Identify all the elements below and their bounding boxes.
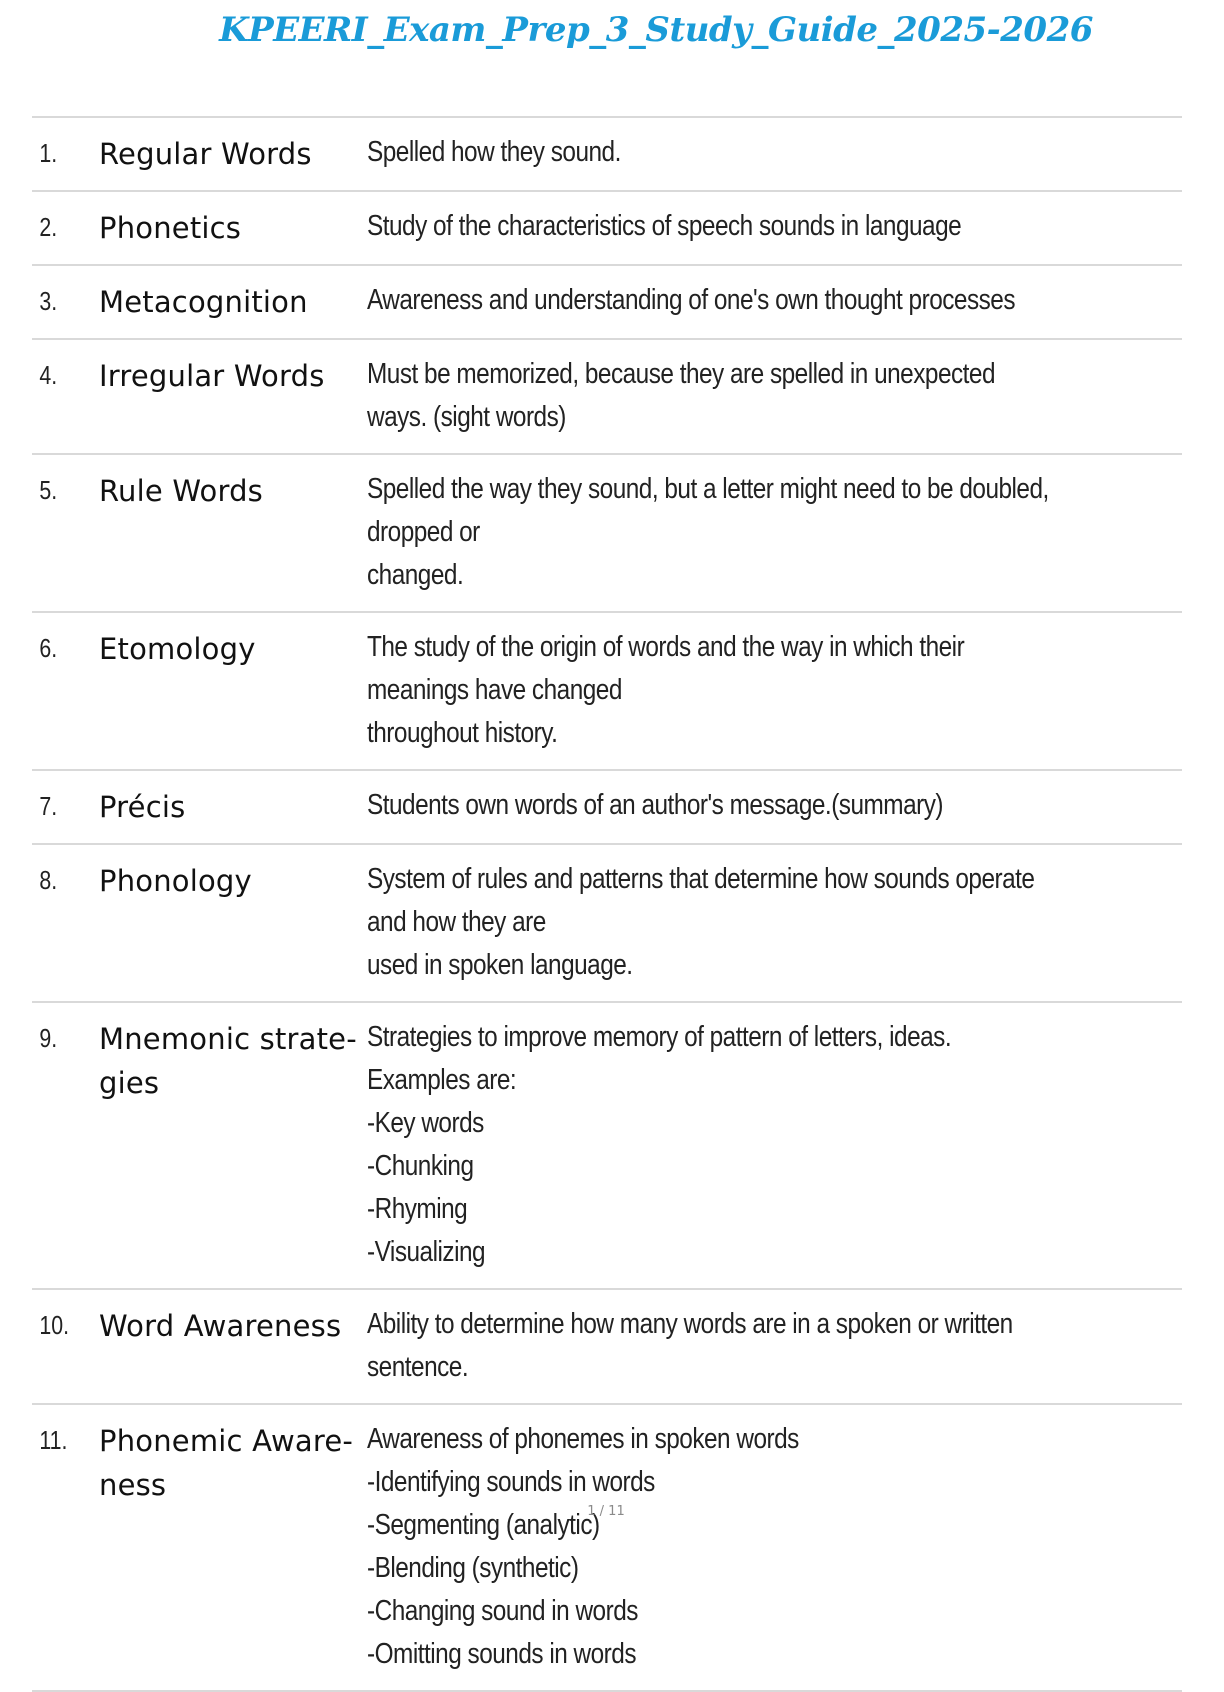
term-row (32, 1290, 1182, 1405)
term-row (32, 845, 1182, 1003)
definition-line: -Rhyming (367, 1193, 468, 1225)
term-name: Etomology (99, 632, 256, 666)
term-number: 9. (39, 1023, 58, 1053)
term-row (32, 266, 1182, 340)
term-number: 7. (39, 791, 58, 821)
term-definition (367, 353, 1052, 439)
term-name: Mnemonic strate- gies (99, 1022, 357, 1100)
definition-line: Spelled the way they sound, but a letter might need to be doubled, dropped or (367, 473, 1049, 548)
term-name: Irregular Words (99, 359, 325, 393)
definition-line: -Key words (367, 1107, 484, 1139)
definition-line: changed. (367, 559, 464, 591)
term-name: Rule Words (99, 474, 263, 508)
term-number: 4. (39, 360, 58, 390)
document-title: KPEERI_Exam_Prep_3_Study_Guide_2025-2026 (219, 10, 1093, 50)
term-number: 11. (39, 1425, 68, 1455)
term-row (32, 192, 1182, 266)
term-row (32, 771, 1182, 845)
term-definition (367, 784, 1052, 827)
term-definition (367, 468, 1052, 597)
term-row (32, 118, 1182, 192)
term-name: Précis (99, 790, 186, 824)
terms-list (32, 116, 1182, 1692)
definition-line: Awareness of phonemes in spoken words (367, 1423, 799, 1455)
definition-line: used in spoken language. (367, 949, 633, 981)
definition-line: System of rules and patterns that determine how sounds operate and how they are (367, 863, 1035, 938)
definition-line: -Changing sound in words (367, 1595, 638, 1627)
definition-line: Ability to determine how many words are in a spoken or written sentence. (367, 1308, 1013, 1383)
definition-line: -Omitting sounds in words (367, 1638, 637, 1670)
term-row (32, 1405, 1182, 1692)
definition-line: Spelled how they sound. (367, 136, 621, 168)
definition-line: Study of the characteristics of speech sounds in language (367, 210, 962, 242)
term-number: 6. (39, 633, 58, 663)
term-definition (367, 1016, 1052, 1274)
term-name: Phonetics (99, 211, 242, 245)
term-name: Phonemic Aware- ness (99, 1424, 354, 1502)
definition-line: -Blending (synthetic) (367, 1552, 579, 1584)
definition-line: throughout history. (367, 717, 558, 749)
term-row (32, 613, 1182, 771)
definition-line: -Chunking (367, 1150, 474, 1182)
term-number: 10. (39, 1310, 70, 1340)
term-number: 2. (39, 212, 58, 242)
term-number: 3. (39, 286, 58, 316)
term-definition (367, 1418, 1052, 1676)
definition-line: Awareness and understanding of one's own thought processes (367, 284, 1016, 316)
term-number: 8. (39, 865, 58, 895)
term-row (32, 340, 1182, 455)
term-name: Word Awareness (99, 1309, 342, 1343)
term-name: Metacognition (99, 285, 308, 319)
definition-line: -Visualizing (367, 1236, 486, 1268)
term-definition (367, 626, 1052, 755)
definition-line: Students own words of an author's message.(summary) (367, 789, 944, 821)
page-number: 1 / 11 (587, 1504, 625, 1519)
term-definition (367, 858, 1052, 987)
term-definition (367, 131, 1052, 174)
term-row (32, 455, 1182, 613)
definition-line: -Segmenting (analytic) (367, 1509, 600, 1541)
term-row (32, 1003, 1182, 1290)
definition-line: Must be memorized, because they are spelled in unexpected ways. (sight words) (367, 358, 996, 433)
definition-line: Strategies to improve memory of pattern of letters, ideas. Examples are: (367, 1021, 952, 1096)
term-name: Phonology (99, 864, 252, 898)
term-definition (367, 279, 1052, 322)
definition-line: -Identifying sounds in words (367, 1466, 655, 1498)
term-definition (367, 205, 1052, 248)
term-number: 1. (39, 138, 58, 168)
term-name: Regular Words (99, 137, 312, 171)
definition-line: The study of the origin of words and the way in which their meanings have changed (367, 631, 965, 706)
term-number: 5. (39, 475, 58, 505)
term-definition (367, 1303, 1052, 1389)
